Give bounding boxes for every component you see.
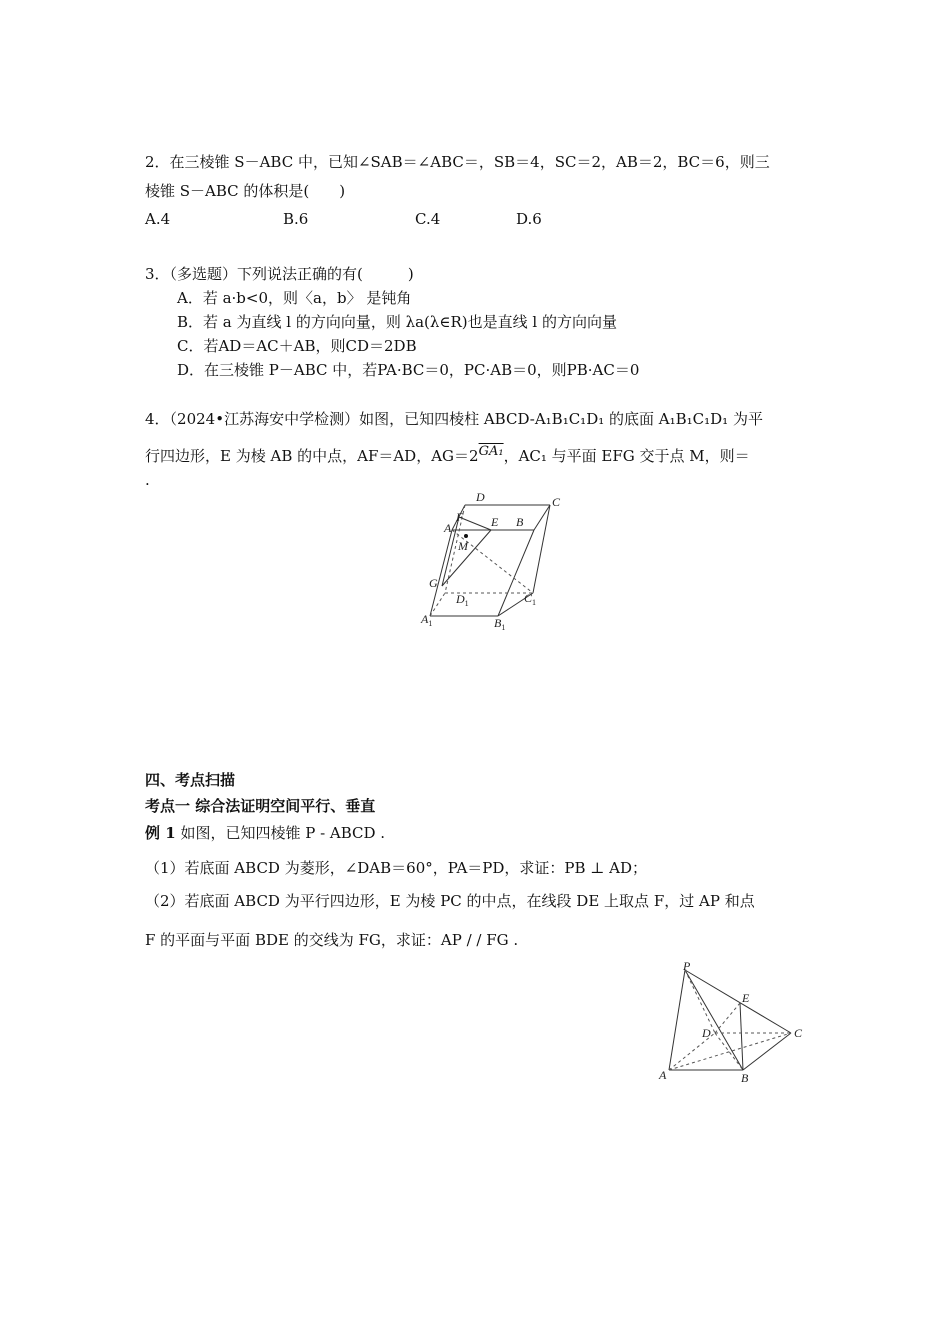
- example-1: [145, 823, 385, 843]
- edge-a1d1: [430, 593, 445, 616]
- pyramid-figure: [655, 958, 815, 1088]
- label-d: D: [476, 490, 485, 504]
- label-g: G: [429, 576, 438, 590]
- edge-aa1: [430, 530, 452, 616]
- label-a: A: [659, 1068, 667, 1082]
- diag-ac: [669, 1033, 791, 1070]
- label-a1-sub: 1: [428, 619, 433, 628]
- section-point1: 考点一 综合法证明空间平行、垂直: [145, 797, 376, 815]
- label-b1-main: B: [494, 616, 502, 630]
- label-d1-main: D: [456, 592, 465, 606]
- edge-pb: [685, 970, 743, 1070]
- q4-vector-ga1: GA₁: [478, 444, 504, 459]
- point-m: [464, 534, 468, 538]
- q3-option-c: C．若AD＝AC＋AB，则CD＝2DB: [177, 337, 417, 355]
- edge-be: [740, 1003, 743, 1070]
- section-title: 四、考点扫描: [145, 771, 236, 789]
- q2-option-a: A.4: [145, 210, 171, 228]
- q2-option-b: B.6: [283, 210, 309, 228]
- q3-option-b: B．若 a 为直线 l 的方向向量，则 λa(λ∈R)也是直线 l 的方向向量: [177, 313, 617, 331]
- q2-option-c: C.4: [415, 210, 441, 228]
- example-text: 如图，已知四棱锥 P - ABCD .: [175, 824, 386, 842]
- q4-line2: [145, 446, 750, 468]
- label-d1: [455, 592, 469, 608]
- q3-option-a: A．若 a·b<0，则〈a，b〉 是钝角: [177, 289, 412, 307]
- label-c1-main: C: [524, 591, 533, 605]
- label-e: E: [742, 991, 750, 1005]
- example-part2-line1: （2）若底面 ABCD 为平行四边形，E 为棱 PC 的中点，在线段 DE 上取点 F，过 AP 和点: [145, 892, 755, 910]
- q4-line2-tail: ，AC₁ 与平面 EFG 交于点 M，则＝: [503, 447, 750, 465]
- q4-line3: .: [145, 471, 150, 489]
- q3-option-d: D．在三棱锥 P－ABC 中，若PA·BC＝0，PC·AB＝0，则PB·AC＝0: [177, 361, 640, 379]
- edge-pc: [685, 970, 791, 1033]
- example-part2-line2: F 的平面与平面 BDE 的交线为 FG，求证：AP / / FG .: [145, 931, 519, 949]
- label-d1-sub: 1: [464, 599, 469, 608]
- q2-line2: 棱锥 S－ABC 的体积是( ): [145, 182, 346, 200]
- label-d: D: [702, 1026, 711, 1040]
- edge-bc: [743, 1033, 791, 1070]
- prism-figure: [418, 488, 578, 636]
- label-b1-sub: 1: [501, 623, 506, 632]
- label-p: P: [683, 959, 691, 973]
- example-part1: （1）若底面 ABCD 为菱形，∠DAB＝60°，PA＝PD，求证：PB ⊥ AD；: [145, 859, 648, 877]
- label-b1: [494, 616, 505, 632]
- q2-line1: 2．在三棱锥 S－ABC 中，已知∠SAB＝∠ABC＝，SB＝4，SC＝2，AB＝2，BC＝6，则三: [145, 153, 770, 171]
- example-label: 例 1: [145, 824, 176, 842]
- q3-stem: 3．（多选题）下列说法正确的有( ): [145, 265, 414, 283]
- label-m: M: [458, 539, 468, 553]
- label-a: A: [444, 521, 452, 535]
- q2-option-d: D.6: [516, 210, 542, 228]
- q4-line1: 4．（2024•江苏海安中学检测）如图，已知四棱柱 ABCD-A₁B₁C₁D₁ 的底面 A₁B₁C₁D₁ 为平: [145, 410, 763, 428]
- label-e: E: [491, 515, 499, 529]
- label-b: B: [516, 515, 524, 529]
- label-a1-main: A: [421, 612, 429, 626]
- label-c: C: [552, 495, 561, 509]
- label-c1: [524, 591, 536, 607]
- edge-pa: [669, 970, 685, 1070]
- edge-fe: [459, 517, 491, 530]
- label-c: C: [794, 1026, 803, 1040]
- label-f: F: [456, 510, 464, 524]
- label-c1-sub: 1: [532, 598, 537, 607]
- label-b: B: [741, 1071, 749, 1085]
- q4-line2-text: 行四边形，E 为棱 AB 的中点，AF＝AD，AG＝2: [145, 447, 479, 465]
